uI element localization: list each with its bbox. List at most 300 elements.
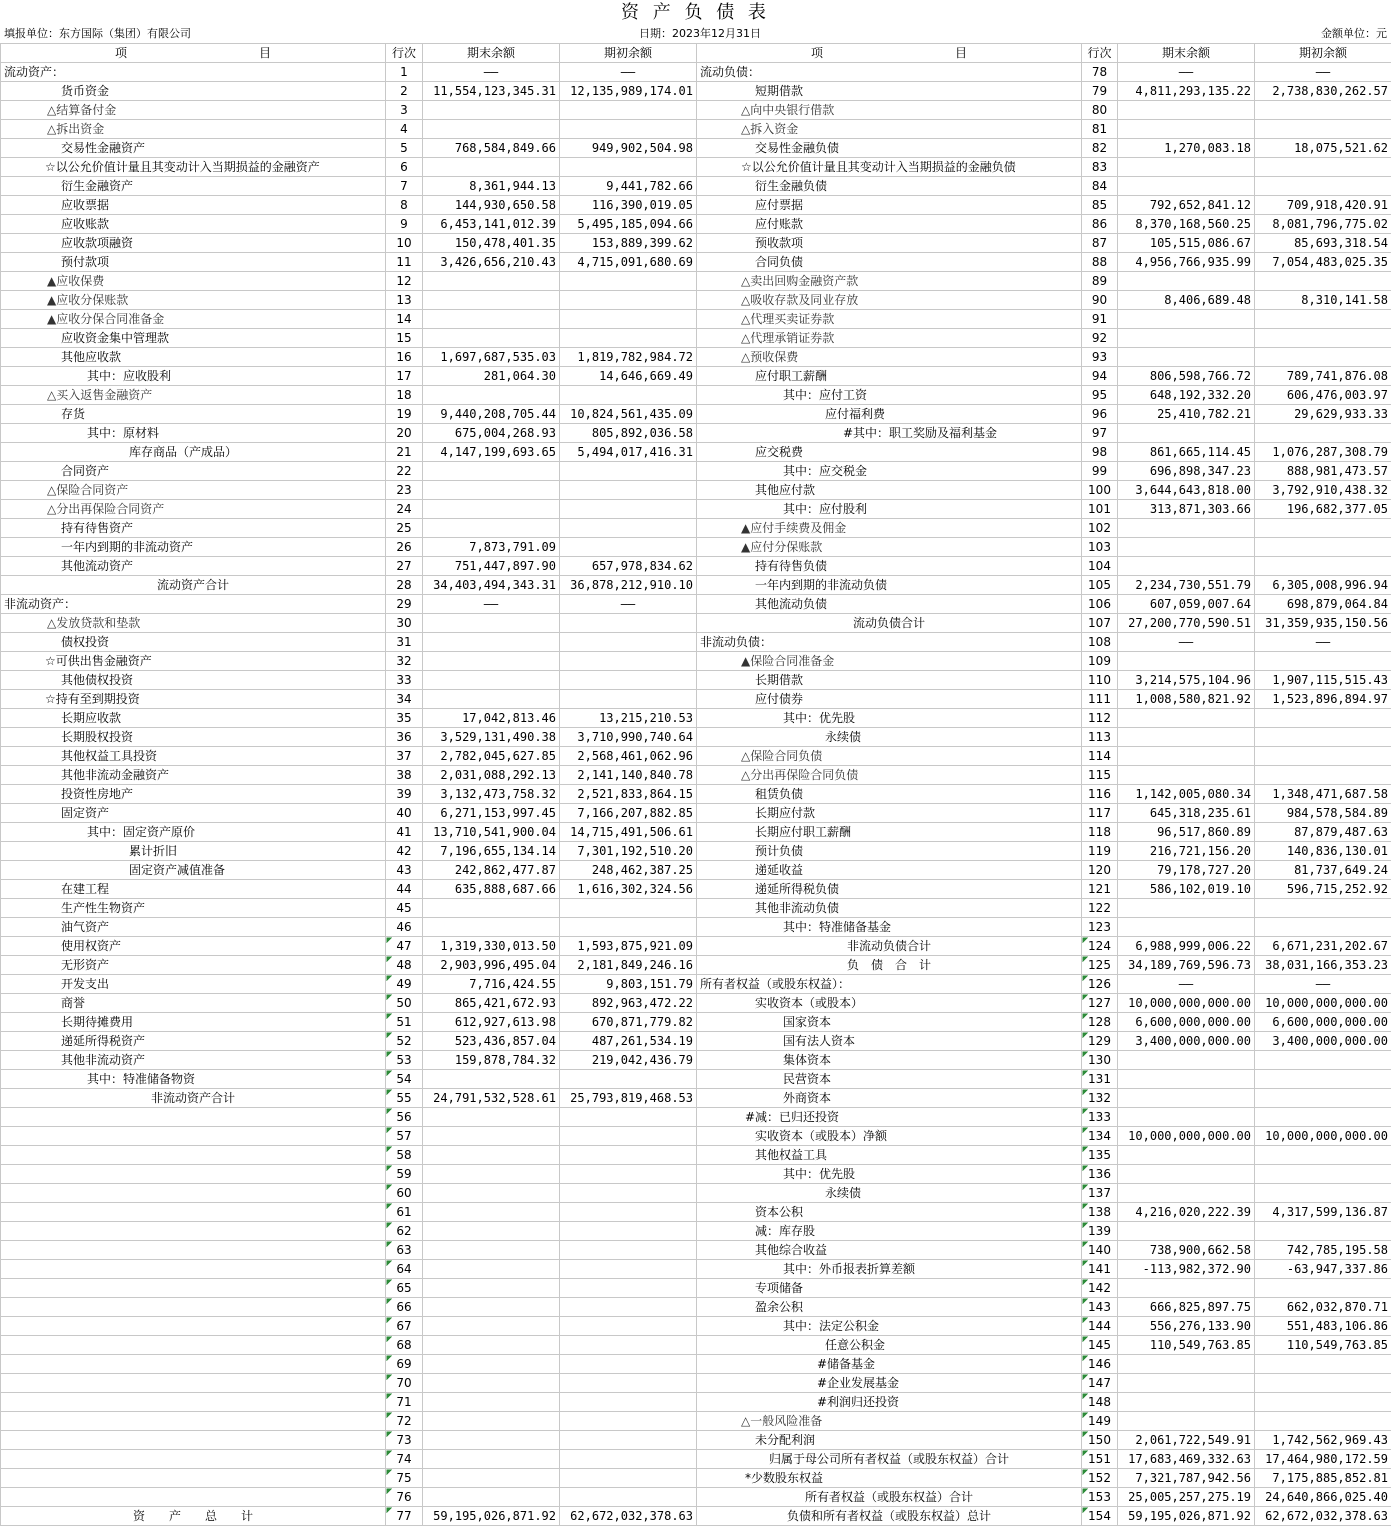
liability-begin-balance	[1255, 652, 1391, 671]
liability-line-number: 96	[1082, 405, 1118, 424]
asset-begin-balance: 3,710,990,740.64	[560, 728, 697, 747]
liability-line-number: 97	[1082, 424, 1118, 443]
asset-item-name: 其中：原材料	[1, 424, 386, 443]
asset-begin-balance: ——	[560, 595, 697, 614]
asset-begin-balance: 7,166,207,882.85	[560, 804, 697, 823]
liability-line-number: 117	[1082, 804, 1118, 823]
asset-line-number: 58	[386, 1146, 423, 1165]
liability-begin-balance: 7,054,483,025.35	[1255, 253, 1391, 272]
table-row	[1, 1203, 1391, 1222]
liability-item-name: 资本公积	[697, 1203, 1082, 1222]
asset-item-name: 商誉	[1, 994, 386, 1013]
asset-line-number: 15	[386, 329, 423, 348]
liability-line-number: 95	[1082, 386, 1118, 405]
liability-end-balance: ——	[1118, 63, 1255, 82]
liability-begin-balance: 662,032,870.71	[1255, 1298, 1391, 1317]
table-row	[1, 1374, 1391, 1393]
asset-item-name	[1, 1450, 386, 1469]
liability-end-balance	[1118, 557, 1255, 576]
table-row	[1, 842, 1391, 861]
liability-line-number: 122	[1082, 899, 1118, 918]
asset-line-number: 27	[386, 557, 423, 576]
liability-item-name: 长期借款	[697, 671, 1082, 690]
asset-item-name: 长期股权投资	[1, 728, 386, 747]
liability-end-balance	[1118, 747, 1255, 766]
liability-line-number: 126	[1082, 975, 1118, 994]
asset-begin-balance	[560, 500, 697, 519]
asset-end-balance	[423, 1412, 560, 1431]
liability-begin-balance: ——	[1255, 633, 1391, 652]
liability-begin-balance	[1255, 709, 1391, 728]
asset-item-name: 累计折旧	[1, 842, 386, 861]
liability-item-name: ▲应付分保账款	[697, 538, 1082, 557]
liability-end-balance: 792,652,841.12	[1118, 196, 1255, 215]
liability-item-name: 一年内到期的非流动负债	[697, 576, 1082, 595]
asset-item-name: △保险合同资产	[1, 481, 386, 500]
liability-line-number: 142	[1082, 1279, 1118, 1298]
asset-item-name: ☆以公允价值计量且其变动计入当期损益的金融资产	[1, 158, 386, 177]
asset-item-name: ▲应收分保账款	[1, 291, 386, 310]
asset-item-name: 固定资产减值准备	[1, 861, 386, 880]
liability-item-name: 应付职工薪酬	[697, 367, 1082, 386]
liability-begin-balance	[1255, 1108, 1391, 1127]
liability-item-name: 其他流动负债	[697, 595, 1082, 614]
liability-end-balance: 806,598,766.72	[1118, 367, 1255, 386]
liability-end-balance	[1118, 1279, 1255, 1298]
asset-line-number: 2	[386, 82, 423, 101]
liability-end-balance: 8,406,689.48	[1118, 291, 1255, 310]
liability-begin-balance: 1,076,287,308.79	[1255, 443, 1391, 462]
liability-begin-balance: ——	[1255, 63, 1391, 82]
asset-item-name: △结算备付金	[1, 101, 386, 120]
table-row	[1, 1260, 1391, 1279]
asset-begin-balance	[560, 519, 697, 538]
table-row	[1, 1298, 1391, 1317]
asset-end-balance: 8,361,944.13	[423, 177, 560, 196]
asset-line-number: 74	[386, 1450, 423, 1469]
liability-line-number: 92	[1082, 329, 1118, 348]
asset-begin-balance	[560, 1412, 697, 1431]
asset-begin-balance: 1,616,302,324.56	[560, 880, 697, 899]
asset-end-balance: 7,873,791.09	[423, 538, 560, 557]
liability-item-name: 实收资本（或股本）	[697, 994, 1082, 1013]
liability-item-name: 集体资本	[697, 1051, 1082, 1070]
liability-item-name: #储备基金	[697, 1355, 1082, 1374]
asset-begin-balance	[560, 1450, 697, 1469]
asset-end-balance	[423, 1222, 560, 1241]
liability-end-balance: 27,200,770,590.51	[1118, 614, 1255, 633]
asset-end-balance	[423, 120, 560, 139]
liability-begin-balance: 698,879,064.84	[1255, 595, 1391, 614]
asset-line-number: 46	[386, 918, 423, 937]
table-row	[1, 443, 1391, 462]
liability-begin-balance	[1255, 538, 1391, 557]
asset-end-balance: 34,403,494,343.31	[423, 576, 560, 595]
asset-begin-balance	[560, 1108, 697, 1127]
liability-line-number: 89	[1082, 272, 1118, 291]
currency-unit: 金额单位：元	[1321, 25, 1387, 43]
liability-begin-balance	[1255, 1051, 1391, 1070]
asset-begin-balance: 13,215,210.53	[560, 709, 697, 728]
liability-item-name: 实收资本（或股本）净额	[697, 1127, 1082, 1146]
liability-begin-balance	[1255, 557, 1391, 576]
liability-begin-balance: 1,523,896,894.97	[1255, 690, 1391, 709]
liability-item-name: 所有者权益（或股东权益）：	[697, 975, 1082, 994]
column-header-liability-end-balance: 期末余额	[1118, 44, 1255, 63]
asset-end-balance: 523,436,857.04	[423, 1032, 560, 1051]
asset-begin-balance	[560, 1431, 697, 1450]
asset-begin-balance	[560, 1070, 697, 1089]
table-row	[1, 1488, 1391, 1507]
asset-end-balance	[423, 1298, 560, 1317]
liability-item-name: 其他综合收益	[697, 1241, 1082, 1260]
liability-begin-balance	[1255, 158, 1391, 177]
asset-line-number: 34	[386, 690, 423, 709]
table-row	[1, 291, 1391, 310]
asset-line-number: 23	[386, 481, 423, 500]
liability-item-name: #减：已归还投资	[697, 1108, 1082, 1127]
liability-begin-balance	[1255, 329, 1391, 348]
asset-begin-balance: 2,521,833,864.15	[560, 785, 697, 804]
table-row	[1, 82, 1391, 101]
table-row	[1, 1317, 1391, 1336]
asset-item-name: 长期待摊费用	[1, 1013, 386, 1032]
asset-line-number: 75	[386, 1469, 423, 1488]
asset-item-name: 开发支出	[1, 975, 386, 994]
liability-line-number: 80	[1082, 101, 1118, 120]
asset-line-number: 32	[386, 652, 423, 671]
liability-line-number: 141	[1082, 1260, 1118, 1279]
asset-item-name: 其中：固定资产原价	[1, 823, 386, 842]
asset-end-balance	[423, 1146, 560, 1165]
asset-begin-balance: 892,963,472.22	[560, 994, 697, 1013]
asset-end-balance: 2,903,996,495.04	[423, 956, 560, 975]
asset-item-name: △买入返售金融资产	[1, 386, 386, 405]
asset-line-number: 47	[386, 937, 423, 956]
balance-sheet-table	[0, 43, 1391, 1526]
asset-end-balance	[423, 1355, 560, 1374]
asset-item-name	[1, 1298, 386, 1317]
asset-item-name: 其他非流动金融资产	[1, 766, 386, 785]
liability-item-name: 其中：应交税金	[697, 462, 1082, 481]
liability-end-balance: 1,008,580,821.92	[1118, 690, 1255, 709]
asset-begin-balance	[560, 101, 697, 120]
asset-line-number: 39	[386, 785, 423, 804]
asset-end-balance: 865,421,672.93	[423, 994, 560, 1013]
asset-item-name: 其中：特准储备物资	[1, 1070, 386, 1089]
liability-begin-balance	[1255, 272, 1391, 291]
asset-item-name: 流动资产：	[1, 63, 386, 82]
liability-end-balance	[1118, 1108, 1255, 1127]
liability-item-name: 应付账款	[697, 215, 1082, 234]
asset-end-balance	[423, 291, 560, 310]
liability-begin-balance: 709,918,420.91	[1255, 196, 1391, 215]
asset-end-balance: 6,453,141,012.39	[423, 215, 560, 234]
liability-item-name: 负 债 合 计	[697, 956, 1082, 975]
asset-end-balance: 675,004,268.93	[423, 424, 560, 443]
asset-begin-balance	[560, 671, 697, 690]
liability-item-name: 持有待售负债	[697, 557, 1082, 576]
asset-begin-balance	[560, 690, 697, 709]
liability-item-name: 其中：法定公积金	[697, 1317, 1082, 1336]
table-row	[1, 500, 1391, 519]
liability-item-name: 交易性金融负债	[697, 139, 1082, 158]
asset-line-number: 59	[386, 1165, 423, 1184]
liability-line-number: 152	[1082, 1469, 1118, 1488]
asset-begin-balance: 9,441,782.66	[560, 177, 697, 196]
asset-end-balance: 13,710,541,900.04	[423, 823, 560, 842]
liability-item-name: #利润归还投资	[697, 1393, 1082, 1412]
liability-item-name: 非流动负债：	[697, 633, 1082, 652]
liability-end-balance: 645,318,235.61	[1118, 804, 1255, 823]
asset-line-number: 35	[386, 709, 423, 728]
liability-item-name: 国家资本	[697, 1013, 1082, 1032]
asset-begin-balance: 153,889,399.62	[560, 234, 697, 253]
asset-line-number: 24	[386, 500, 423, 519]
asset-item-name: △分出再保险合同资产	[1, 500, 386, 519]
liability-end-balance	[1118, 1070, 1255, 1089]
liability-end-balance	[1118, 766, 1255, 785]
table-row	[1, 139, 1391, 158]
liability-line-number: 143	[1082, 1298, 1118, 1317]
asset-line-number: 44	[386, 880, 423, 899]
liability-end-balance	[1118, 1393, 1255, 1412]
liability-line-number: 108	[1082, 633, 1118, 652]
liability-item-name: 其他权益工具	[697, 1146, 1082, 1165]
liability-item-name: 其他应付款	[697, 481, 1082, 500]
asset-end-balance	[423, 1336, 560, 1355]
column-header-liability-line-no: 行次	[1082, 44, 1118, 63]
liability-end-balance: 3,400,000,000.00	[1118, 1032, 1255, 1051]
asset-end-balance: 3,529,131,490.38	[423, 728, 560, 747]
liability-line-number: 104	[1082, 557, 1118, 576]
asset-end-balance	[423, 671, 560, 690]
liability-end-balance	[1118, 177, 1255, 196]
table-row	[1, 823, 1391, 842]
asset-begin-balance: 14,646,669.49	[560, 367, 697, 386]
liability-line-number: 136	[1082, 1165, 1118, 1184]
asset-begin-balance	[560, 120, 697, 139]
asset-end-balance	[423, 481, 560, 500]
asset-end-balance	[423, 158, 560, 177]
asset-line-number: 65	[386, 1279, 423, 1298]
asset-line-number: 9	[386, 215, 423, 234]
liability-item-name: 应付债券	[697, 690, 1082, 709]
asset-line-number: 57	[386, 1127, 423, 1146]
asset-end-balance: 150,478,401.35	[423, 234, 560, 253]
liability-end-balance: ——	[1118, 633, 1255, 652]
asset-line-number: 41	[386, 823, 423, 842]
liability-end-balance: -113,982,372.90	[1118, 1260, 1255, 1279]
asset-line-number: 4	[386, 120, 423, 139]
asset-line-number: 63	[386, 1241, 423, 1260]
liability-item-name: 任意公积金	[697, 1336, 1082, 1355]
asset-begin-balance	[560, 633, 697, 652]
liability-item-name: 衍生金融负债	[697, 177, 1082, 196]
liability-begin-balance: 38,031,166,353.23	[1255, 956, 1391, 975]
liability-end-balance: 8,370,168,560.25	[1118, 215, 1255, 234]
liability-end-balance: 696,898,347.23	[1118, 462, 1255, 481]
asset-begin-balance	[560, 1336, 697, 1355]
asset-line-number: 52	[386, 1032, 423, 1051]
table-row	[1, 652, 1391, 671]
liability-end-balance: 1,270,083.18	[1118, 139, 1255, 158]
liability-line-number: 144	[1082, 1317, 1118, 1336]
table-row	[1, 1146, 1391, 1165]
asset-item-name: 应收账款	[1, 215, 386, 234]
asset-begin-balance	[560, 538, 697, 557]
liability-begin-balance: 85,693,318.54	[1255, 234, 1391, 253]
asset-end-balance: 4,147,199,693.65	[423, 443, 560, 462]
asset-line-number: 20	[386, 424, 423, 443]
liability-line-number: 139	[1082, 1222, 1118, 1241]
liability-item-name: #其中：职工奖励及福利基金	[697, 424, 1082, 443]
asset-end-balance	[423, 899, 560, 918]
liability-begin-balance	[1255, 766, 1391, 785]
liability-item-name: △分出再保险合同负债	[697, 766, 1082, 785]
liability-begin-balance	[1255, 899, 1391, 918]
asset-item-name	[1, 1412, 386, 1431]
asset-item-name: 生产性生物资产	[1, 899, 386, 918]
asset-line-number: 7	[386, 177, 423, 196]
liability-begin-balance: 3,792,910,438.32	[1255, 481, 1391, 500]
liability-line-number: 100	[1082, 481, 1118, 500]
table-row	[1, 1165, 1391, 1184]
liability-end-balance	[1118, 519, 1255, 538]
column-header-asset-line-no: 行次	[386, 44, 423, 63]
asset-begin-balance	[560, 652, 697, 671]
asset-item-name	[1, 1146, 386, 1165]
asset-end-balance	[423, 272, 560, 291]
asset-end-balance	[423, 500, 560, 519]
table-row	[1, 1108, 1391, 1127]
asset-line-number: 53	[386, 1051, 423, 1070]
liability-begin-balance: 984,578,584.89	[1255, 804, 1391, 823]
liability-begin-balance	[1255, 310, 1391, 329]
asset-line-number: 43	[386, 861, 423, 880]
table-row	[1, 158, 1391, 177]
asset-end-balance: 9,440,208,705.44	[423, 405, 560, 424]
liability-end-balance: 738,900,662.58	[1118, 1241, 1255, 1260]
asset-line-number: 17	[386, 367, 423, 386]
column-header-asset-end-balance: 期末余额	[423, 44, 560, 63]
table-row	[1, 196, 1391, 215]
table-row	[1, 519, 1391, 538]
asset-item-name	[1, 1260, 386, 1279]
asset-end-balance: 612,927,613.98	[423, 1013, 560, 1032]
liability-line-number: 134	[1082, 1127, 1118, 1146]
asset-begin-balance: 1,593,875,921.09	[560, 937, 697, 956]
asset-item-name	[1, 1336, 386, 1355]
liability-item-name: 递延收益	[697, 861, 1082, 880]
liability-item-name: 其中：应付股利	[697, 500, 1082, 519]
asset-begin-balance	[560, 158, 697, 177]
liability-end-balance: 648,192,332.20	[1118, 386, 1255, 405]
liability-end-balance: 313,871,303.66	[1118, 500, 1255, 519]
table-row	[1, 1089, 1391, 1108]
asset-end-balance: 17,042,813.46	[423, 709, 560, 728]
liability-begin-balance	[1255, 177, 1391, 196]
liability-item-name: △吸收存款及同业存放	[697, 291, 1082, 310]
column-header-liability-begin-balance: 期初余额	[1255, 44, 1391, 63]
asset-item-name	[1, 1108, 386, 1127]
asset-item-name	[1, 1165, 386, 1184]
liability-begin-balance: 140,836,130.01	[1255, 842, 1391, 861]
asset-line-number: 54	[386, 1070, 423, 1089]
liability-end-balance	[1118, 329, 1255, 348]
liability-line-number: 106	[1082, 595, 1118, 614]
liability-line-number: 121	[1082, 880, 1118, 899]
liability-line-number: 101	[1082, 500, 1118, 519]
liability-begin-balance: 8,310,141.58	[1255, 291, 1391, 310]
asset-item-name: 其他权益工具投资	[1, 747, 386, 766]
liability-begin-balance: 2,738,830,262.57	[1255, 82, 1391, 101]
asset-item-name: 投资性房地产	[1, 785, 386, 804]
liability-item-name: 应交税费	[697, 443, 1082, 462]
asset-begin-balance: 248,462,387.25	[560, 861, 697, 880]
asset-line-number: 3	[386, 101, 423, 120]
asset-line-number: 12	[386, 272, 423, 291]
asset-begin-balance	[560, 1488, 697, 1507]
table-row	[1, 310, 1391, 329]
liability-end-balance	[1118, 158, 1255, 177]
asset-begin-balance	[560, 1241, 697, 1260]
liability-begin-balance: 6,305,008,996.94	[1255, 576, 1391, 595]
asset-line-number: 5	[386, 139, 423, 158]
liability-item-name: 专项储备	[697, 1279, 1082, 1298]
liability-line-number: 111	[1082, 690, 1118, 709]
liability-begin-balance	[1255, 519, 1391, 538]
asset-item-name: 货币资金	[1, 82, 386, 101]
liability-line-number: 91	[1082, 310, 1118, 329]
liability-line-number: 98	[1082, 443, 1118, 462]
liability-begin-balance	[1255, 747, 1391, 766]
liability-end-balance: 607,059,007.64	[1118, 595, 1255, 614]
asset-begin-balance	[560, 1393, 697, 1412]
liability-end-balance	[1118, 728, 1255, 747]
liability-end-balance: 4,956,766,935.99	[1118, 253, 1255, 272]
liability-end-balance	[1118, 1146, 1255, 1165]
asset-end-balance: ——	[423, 63, 560, 82]
liability-end-balance: 6,600,000,000.00	[1118, 1013, 1255, 1032]
column-header-liability-item: 项 目	[697, 44, 1082, 63]
liability-line-number: 118	[1082, 823, 1118, 842]
liability-line-number: 79	[1082, 82, 1118, 101]
asset-line-number: 30	[386, 614, 423, 633]
table-row	[1, 1127, 1391, 1146]
liability-item-name: 应付票据	[697, 196, 1082, 215]
liability-item-name: △卖出回购金融资产款	[697, 272, 1082, 291]
liability-end-balance: 216,721,156.20	[1118, 842, 1255, 861]
liability-begin-balance: -63,947,337.86	[1255, 1260, 1391, 1279]
liability-begin-balance: 24,640,866,025.40	[1255, 1488, 1391, 1507]
liability-line-number: 114	[1082, 747, 1118, 766]
liability-item-name: 长期应付款	[697, 804, 1082, 823]
liability-line-number: 81	[1082, 120, 1118, 139]
liability-end-balance	[1118, 1412, 1255, 1431]
asset-begin-balance	[560, 1184, 697, 1203]
asset-item-name: 交易性金融资产	[1, 139, 386, 158]
liability-end-balance: 3,644,643,818.00	[1118, 481, 1255, 500]
asset-end-balance	[423, 1488, 560, 1507]
table-row	[1, 348, 1391, 367]
liability-line-number: 133	[1082, 1108, 1118, 1127]
liability-item-name: 其中：优先股	[697, 709, 1082, 728]
liability-begin-balance: 81,737,649.24	[1255, 861, 1391, 880]
asset-begin-balance	[560, 899, 697, 918]
asset-begin-balance: 14,715,491,506.61	[560, 823, 697, 842]
liability-end-balance	[1118, 1374, 1255, 1393]
